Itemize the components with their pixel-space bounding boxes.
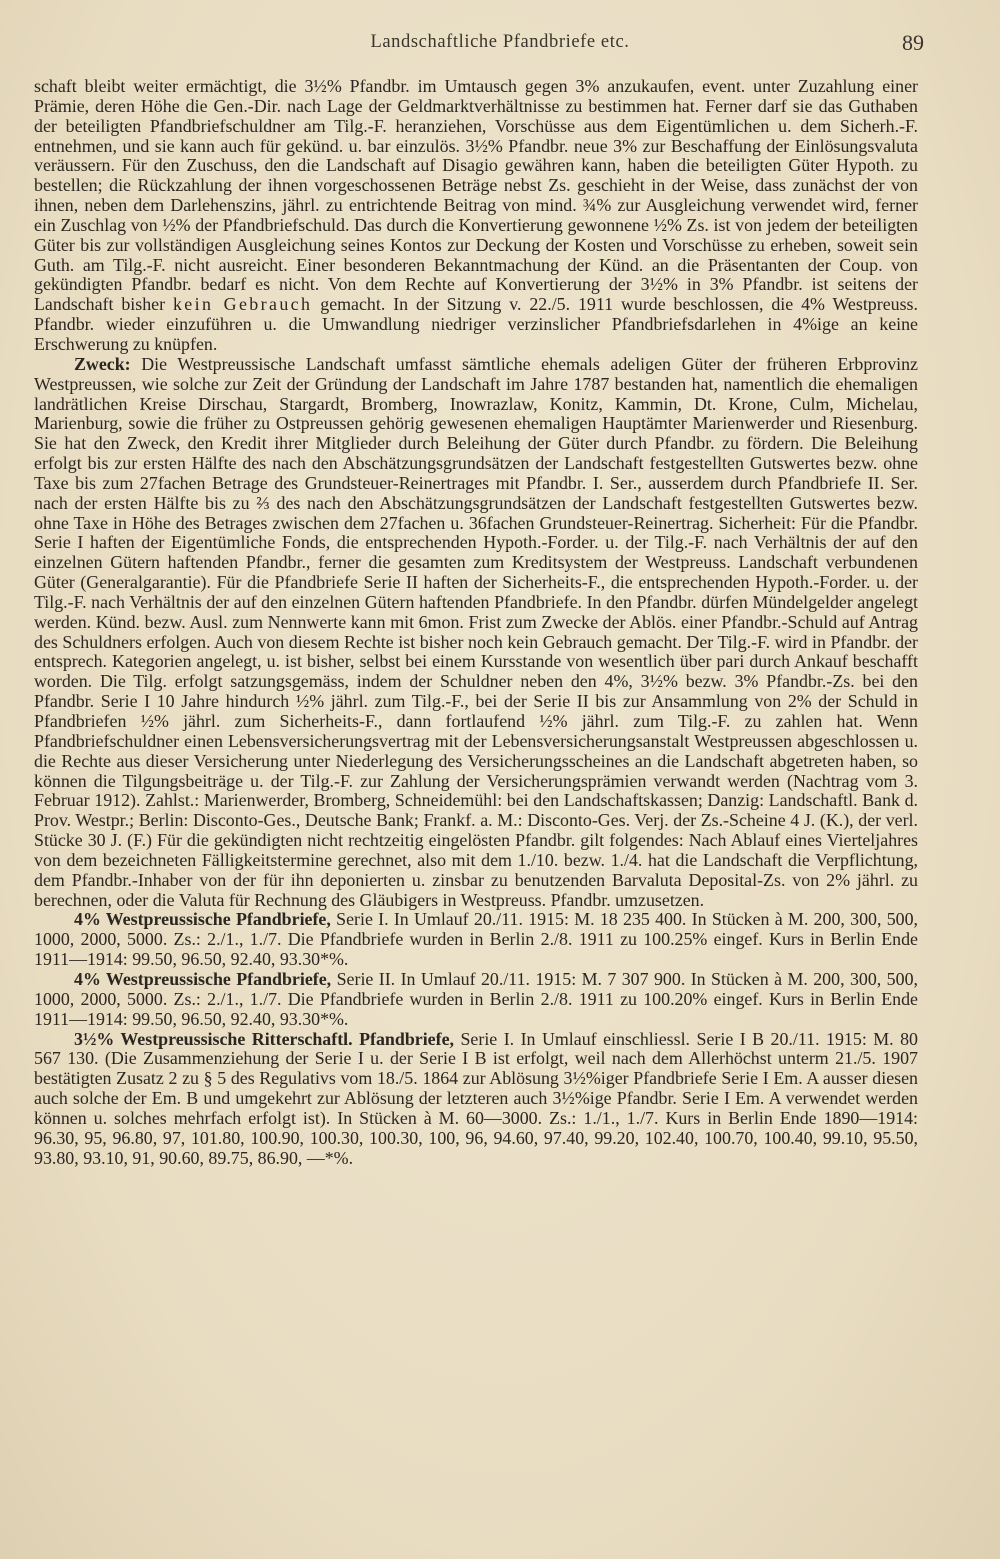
serie-2-text: Serie II. In Umlauf 20./11. 1915: M. 7 307 900. In Stücken à M. 200, 300, 500, 1000, 2000, 5000. Zs.: 2./1., 1./7. Die Pfandbriefe wurden in Berlin 2./8. 1911 zu 100.20% eingef. Kurs in Berlin Ende 1911—1914: 99.50, 96.50, 92.40, 93.30*%. [34, 968, 918, 1029]
spaced-emphasis: kein Gebrauch [172, 294, 313, 315]
paragraph-conversion [34, 77, 918, 355]
page-number: 89 [902, 30, 924, 55]
body-text [34, 77, 918, 1168]
paragraph-ritterschaftl [34, 1030, 918, 1169]
paragraph-conversion-text-a: schaft bleibt weiter ermächtigt, die 3½% Pfandbr. im Umtausch gegen 3% anzukaufen, event. unter Zuzahlung einer Prämie, deren Höhe die Gen.-Dir. nach Lage der Geldmarktverhältnisse zu bestimmen hat. Ferner darf sie das Guthaben der beteiligten Pfandbriefschuldner am Tilg.-F. heranziehen, Vorschüsse aus dem Eigentümlichen u. dem Sicherh.-F. entnehmen, und sie kann auch für gekünd. u. bar einzulös. 3½% Pfandbr. neue 3% zur Beschaffung der Einlösungsvaluta veräussern. Für den Zuschuss, den die Landschaft auf Disagio gewähren kann, haben die beteiligten Güter Hypoth. zu bestellen; die Rückzahlung der ihnen vorgeschossenen Beträge nebst Zs. geschieht in der Weise, dass zunächst der von ihnen, neben dem Darlehenszins, jährl. zu entrichtende Beitrag von mind. ¾% zur Ausgleichung verwendet wird, ferner ein Zuschlag von ½% der Pfandbriefschuld. Das durch die Konvertierung gewonnene ½% Zs. ist von jedem der beteiligten Güter bis zur vollständigen Ausgleichung seines Kontos zur Deckung der Kosten und Vorschüsse zu erheben, soweit sein Guth. am Tilg.-F. nicht ausreicht. Einer besonderen Bekanntmachung der Künd. an die Präsentanten der Coup. von gekündigten Pfandbr. bedarf es nicht. Von dem Rechte auf Konvertierung der 3½% in 3% Pfandbr. ist seitens der Landschaft bisher [34, 76, 918, 315]
paragraph-serie-1 [34, 910, 918, 970]
serie-2-heading: 4% Westpreussische Pfandbriefe, [74, 968, 332, 989]
purpose-label: Zweck: [74, 353, 131, 374]
paragraph-serie-2 [34, 970, 918, 1030]
ritterschaftl-heading: 3½% Westpreussische Ritterschaftl. Pfandbriefe, [74, 1028, 454, 1049]
purpose-text: Die Westpreussische Landschaft umfasst sämtliche ehemals adeligen Güter der früheren Erbprovinz Westpreussen, wie solche zur Zeit der Gründung der Landschaft im Jahre 1787 bestanden hat, namentlich die ehemaligen landrätlichen Kreise Dirschau, Stargardt, Bromberg, Inowrazlaw, Konitz, Kammin, Dt. Krone, Culm, Michelau, Marienburg, sowie die früher zu Ostpreussen gehörig gewesenen ehemaligen Hauptämter Marienwerder und Riesenburg. Sie hat den Zweck, den Kredit ihrer Mitglieder durch Beleihung der Güter durch Pfandbr. zu fördern. Die Beleihung erfolgt bis zur ersten Hälfte des nach den Abschätzungsgrundsätzen der Landschaft festgestellten Gutswertes bezw. ohne Taxe bis zum 27fachen Betrage des Grundsteuer-Reinertrages mit Pfandbr. I. Ser., ausserdem durch Pfandbriefe II. Ser. nach der ersten Hälfte bis zu ⅔ des nach den Abschätzungsgrundsätzen der Landschaft festgestellten Gutswertes bezw. ohne Taxe in Höhe des Betrages zwischen dem 27fachen u. 36fachen Grundsteuer-Reinertrag. Sicherheit: Für die Pfandbr. Serie I haften der Eigentümliche Fonds, die entsprechenden Hypoth.-Forder. u. der Tilg.-F. nach Verhältnis der auf den einzelnen Gütern haftenden Pfandbr., ferner die gesamten zum Kreditsystem der Westpreuss. Landschaft verbundenen Güter (Generalgarantie). Für die Pfandbriefe Serie II haften der Sicherheits-F., die entsprechenden Hypoth.-Forder. u. der Tilg.-F. nach Verhältnis der auf den einzelnen Gütern haftenden Pfandbriefe. In den Pfandbr. dürfen Mündelgelder angelegt werden. Künd. bezw. Ausl. zum Nennwerte kann mit 6mon. Frist zum Zwecke der Ablös. einer Pfandbr.-Schuld auf Antrag des Schuldners erfolgen. Auch von diesem Rechte ist bisher noch kein Gebrauch gemacht. Der Tilg.-F. wird in Pfandbr. der entsprech. Kategorien angelegt, u. ist bisher, selbst bei einem Kursstande von wesentlich über pari durch Ankauf beschafft worden. Die Tilg. erfolgt satzungsgemäss, indem der Schuldner neben den 4%, 3½% bezw. 3% Pfandbr.-Zs. bei den Pfandbr. Serie I 10 Jahre hindurch ½% jährl. zum Tilg.-F., bei der Serie II bis zur Ansammlung von 2% der Schuld in Pfandbriefen ½% jährl. zum Sicherheits-F., dann fortlaufend ½% jährl. zum Tilg.-F. zu zahlen hat. Wenn Pfandbriefschuldner einen Lebensversicherungsvertrag mit der Lebensversicherungsanstalt Westpreussen abgeschlossen u. die Rechte aus dieser Versicherung unter Niederlegung des Versicherungsscheines an die Landschaft abgetreten haben, so können die Tilgungsbeiträge u. der Tilg.-F. zur Zahlung der Versicherungsprämien verwandt werden (Nachtrag vom 3. Februar 1912). Zahlst.: Marienwerder, Bromberg, Schneidemühl: bei den Landschaftskassen; Danzig: Landschaftl. Bank d. Prov. Westpr.; Berlin: Disconto-Ges., Deutsche Bank; Frankf. a. M.: Disconto-Ges. Verj. der Zs.-Scheine 4 J. (K.), der verl. Stücke 30 J. (F.) Für die gekündigten nicht rechtzeitig eingelösten Pfandbr. gilt folgendes: Nach Ablauf eines Vierteljahres von dem bezeichneten Fälligkeitstermine gerechnet, also mit dem 1./10. bezw. 1./4. hat die Landschaft die Verpflichtung, dem Pfandbr.-Inhaber von der für ihn deponierten u. zinsbar zu benutzenden Barvaluta Deposital-Zs. von 2% jährl. zu berechnen, oder die Valuta für Rechnung des Gläubigers in Westpreuss. Pfandbr. umzusetzen. [34, 353, 918, 910]
serie-1-heading: 4% Westpreussische Pfandbriefe, [74, 909, 331, 930]
serie-1-text: Serie I. In Umlauf 20./11. 1915: M. 18 235 400. In Stücken à M. 200, 300, 500, 1000, 2000, 5000. Zs.: 2./1., 1./7. Die Pfandbriefe wurden in Berlin 2./8. 1911 zu 100.25% eingef. Kurs in Berlin Ende 1911—1914: 99.50, 96.50, 92.40, 93.30*%. [34, 909, 918, 970]
running-title: Landschaftliche Pfandbriefe etc. [370, 32, 630, 52]
page-header [0, 30, 1000, 60]
ritterschaftl-text: Serie I. In Umlauf einschliessl. Serie I B 20./11. 1915: M. 80 567 130. (Die Zusammenziehung der Serie I u. der Serie I B ist erfolgt, weil nach dem Allerhöchst unterm 21./5. 1907 bestätigten Zusatz 2 zu § 5 des Regulativs vom 18./5. 1864 zur Ablösung 3½%iger Pfandbriefe Serie I Em. A ausser diesen auch solche der Em. B und umgekehrt zur Ablösung der letzteren auch 3½%ige Pfandbr. Serie I Em. A verwendet werden können u. solches mehrfach erfolgt ist). In Stücken à M. 60—3000. Zs.: 1./1., 1./7. Kurs in Berlin Ende 1890—1914: 96.30, 95, 96.80, 97, 101.80, 100.90, 100.30, 100.30, 100, 96, 94.60, 97.40, 99.20, 102.40, 100.70, 100.40, 99.10, 95.50, 93.80, 93.10, 91, 90.60, 89.75, 86.90, —*%. [34, 1028, 918, 1168]
paragraph-conversion-text-b: gemacht. In der Sitzung v. 22./5. 1911 wurde beschlossen, die 4% Westpreuss. Pfandbr. wieder einzuführen u. die Umwandlung niedriger verzinslicher Pfandbriefsdarlehen in 4%ige an keine Erschwerung zu knüpfen. [34, 294, 918, 354]
paragraph-purpose [34, 355, 918, 911]
